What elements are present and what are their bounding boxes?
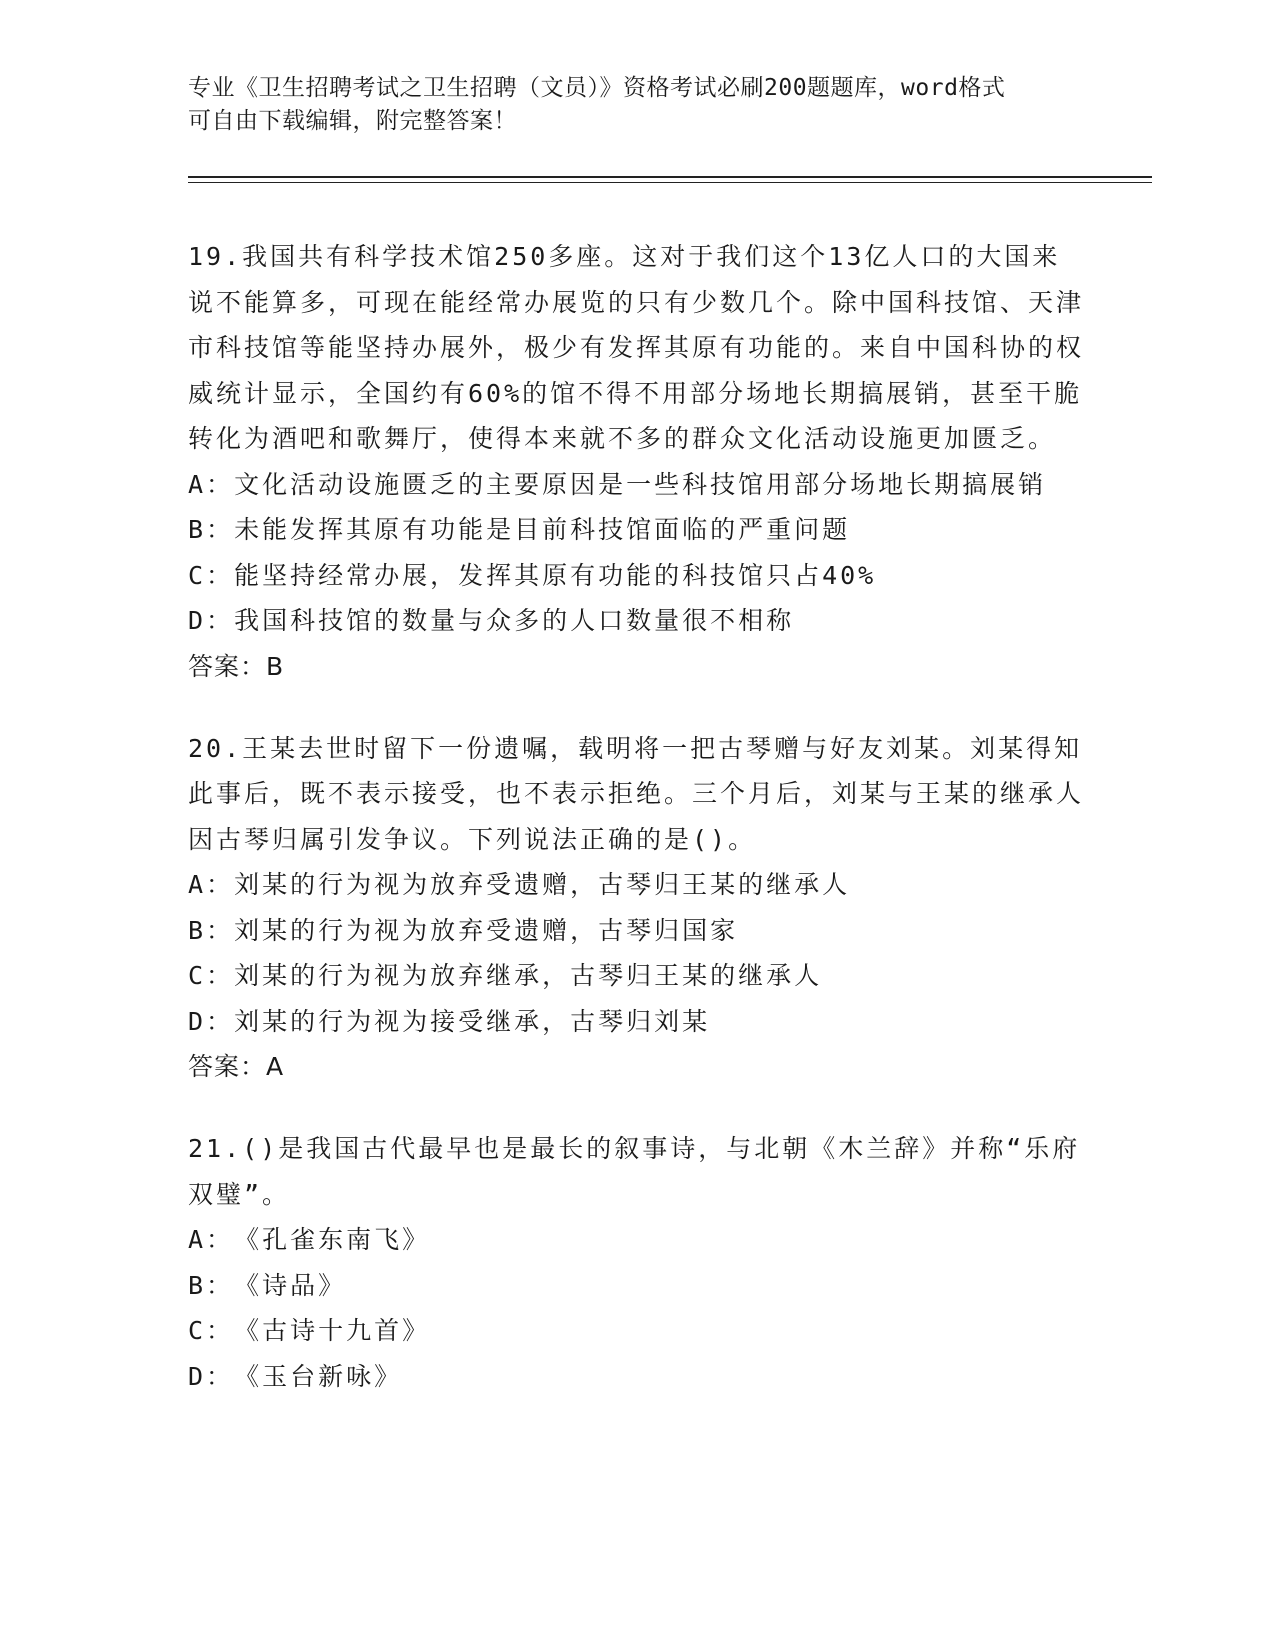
option-key: C： (188, 560, 235, 590)
header-line-1: 专业《卫生招聘考试之卫生招聘（文员）》资格考试必刷200题题库，word格式 (188, 75, 1006, 101)
option-a (188, 1217, 1088, 1263)
question-list (188, 234, 1088, 1435)
option-c (188, 1308, 1088, 1354)
option-text: 刘某的行为视为放弃受遗赠，古琴归国家 (234, 915, 739, 945)
header-divider-thin (188, 182, 1152, 183)
option-key: A： (188, 870, 235, 899)
option-key: A： (188, 469, 235, 499)
option-key: C： (188, 1316, 235, 1345)
question-text: 20.王某去世时留下一份遗嘱，载明将一把古琴赠与好友刘某。刘某得知此事后，既不表示接受，也不表示拒绝。三个月后，刘某与王某的继承人因古琴归属引发争议。下列说法正确的是()。 (188, 733, 1085, 854)
option-text: 刘某的行为视为放弃受遗赠，古琴归王某的继承人 (234, 870, 851, 899)
option-text: 我国科技馆的数量与众多的人口数量很不相称 (234, 606, 795, 635)
question-21 (188, 1126, 1088, 1399)
question-19 (188, 234, 1088, 690)
option-text: 能坚持经常办展，发挥其原有功能的科技馆只占40% (234, 560, 877, 590)
answer: 答案：B (188, 651, 285, 681)
option-b (188, 507, 1088, 553)
option-a (188, 462, 1088, 508)
option-d (188, 1354, 1088, 1400)
option-key: B： (188, 515, 235, 544)
option-key: D： (188, 1006, 235, 1036)
option-key: B： (188, 1270, 235, 1300)
question-text: 19.我国共有科学技术馆250多座。这对于我们这个13亿人口的大国来说不能算多，可现在能经常办展览的只有少数几个。除中国科技馆、天津市科技馆等能坚持办展外，极少有发挥其原有功能的。来自中国科协的权威统计显示，全国约有60%的馆不得不用部分场地长期搞展销，甚至干脆转化为酒吧和歌舞厅，使得本来就不多的群众文化活动设施更加匮乏。 (188, 242, 1085, 453)
option-key: D： (188, 606, 235, 635)
question-text: 21.()是我国古代最早也是最长的叙事诗，与北朝《木兰辞》并称“乐府双璧”。 (188, 1134, 1081, 1209)
question-20 (188, 726, 1088, 1091)
option-text: 《诗品》 (234, 1270, 347, 1300)
option-key: B： (188, 915, 235, 945)
option-d (188, 999, 1088, 1045)
option-a (188, 862, 1088, 908)
option-text: 刘某的行为视为放弃继承，古琴归王某的继承人 (234, 961, 823, 990)
option-text: 刘某的行为视为接受继承，古琴归刘某 (234, 1006, 711, 1036)
option-b (188, 908, 1088, 954)
option-key: C： (188, 961, 235, 990)
option-text: 《古诗十九首》 (234, 1316, 431, 1345)
option-text: 《玉台新咏》 (234, 1361, 403, 1391)
document-header (188, 72, 1088, 138)
option-key: D： (188, 1361, 235, 1391)
option-text: 《孔雀东南飞》 (234, 1225, 431, 1254)
header-divider-thick (188, 176, 1152, 178)
option-key: A： (188, 1225, 235, 1254)
option-d (188, 598, 1088, 644)
answer: 答案：A (188, 1052, 285, 1081)
option-text: 未能发挥其原有功能是目前科技馆面临的严重问题 (234, 515, 851, 544)
option-c (188, 953, 1088, 999)
option-text: 文化活动设施匮乏的主要原因是一些科技馆用部分场地长期搞展销 (234, 469, 1047, 499)
option-b (188, 1263, 1088, 1309)
option-c (188, 553, 1088, 599)
header-line-2: 可自由下载编辑，附完整答案！ (188, 108, 517, 134)
